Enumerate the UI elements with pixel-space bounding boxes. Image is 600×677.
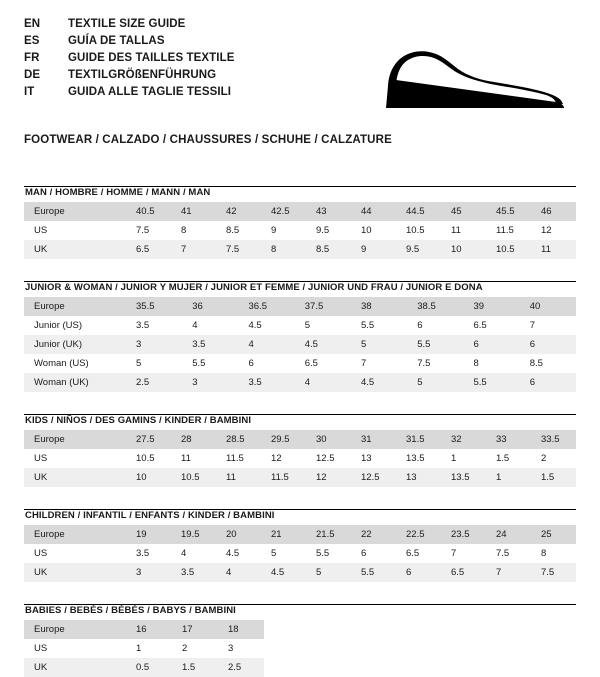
cell: 4.5 — [226, 548, 240, 559]
cell: 21.5 — [306, 525, 351, 544]
cell: 5 — [136, 358, 142, 369]
row-label: Junior (UK) — [24, 335, 126, 354]
cell: 6.5 — [406, 548, 420, 559]
cell: 1 — [451, 453, 457, 464]
section-title: CHILDREN / INFANTIL / ENFANTS / KINDER / BAMBINI — [25, 510, 275, 521]
cell: 0.5 — [126, 658, 172, 677]
page-title: FOOTWEAR / CALZADO / CHAUSSURES / SCHUHE / CALZATURE — [24, 134, 392, 146]
cell: 6 — [520, 373, 576, 392]
cell: 11 — [216, 468, 261, 487]
cell: 6.5 — [126, 240, 171, 259]
language-row — [24, 67, 235, 84]
cell: 31 — [351, 430, 396, 449]
section-kids — [24, 414, 576, 487]
size-table-babies — [24, 620, 264, 677]
cell: 4 — [295, 373, 351, 392]
cell: 2 — [541, 453, 547, 464]
cell: 4.5 — [351, 373, 407, 392]
table-row — [24, 240, 576, 259]
row-label: UK — [24, 658, 126, 677]
cell: 5.5 — [464, 373, 520, 392]
table-row — [24, 202, 576, 221]
row-label: Woman (US) — [34, 358, 89, 369]
cell: 8 — [181, 225, 187, 236]
cell: 5 — [351, 335, 407, 354]
cell: 6 — [396, 563, 441, 582]
language-code: DE — [24, 69, 41, 81]
cell: 40 — [520, 297, 576, 316]
language-code: FR — [24, 52, 40, 64]
cell: 5 — [306, 563, 351, 582]
language-title-list — [24, 16, 235, 101]
cell: 1 — [486, 468, 531, 487]
row-label: US — [34, 225, 48, 236]
cell: 13.5 — [406, 453, 425, 464]
cell: 7.5 — [496, 548, 510, 559]
cell: 10 — [126, 468, 171, 487]
cell: 3.5 — [136, 548, 150, 559]
size-table-man — [24, 202, 576, 259]
cell: 42 — [216, 202, 261, 221]
table-row — [24, 297, 576, 316]
cell: 4 — [192, 320, 198, 331]
section-title: BABIES / BEBÉS / BÉBÉS / BABYS / BAMBINI — [25, 605, 236, 616]
cell: 22 — [351, 525, 396, 544]
cell: 36.5 — [239, 297, 295, 316]
cell: 3.5 — [136, 320, 150, 331]
cell: 32 — [441, 430, 486, 449]
language-title: GUÍA DE TALLAS — [68, 35, 165, 47]
cell: 8.5 — [226, 225, 240, 236]
language-title: GUIDA ALLE TAGLIE TESSILI — [68, 86, 232, 98]
dress-shoe-icon — [380, 30, 570, 120]
table-row — [24, 658, 264, 677]
section-children — [24, 509, 576, 582]
cell: 2.5 — [218, 658, 264, 677]
cell: 9.5 — [396, 240, 441, 259]
cell: 10.5 — [486, 240, 531, 259]
cell: 33 — [486, 430, 531, 449]
language-title: GUIDE DES TAILLES TEXTILE — [68, 52, 235, 64]
table-row — [24, 430, 576, 449]
cell: 10.5 — [171, 468, 216, 487]
row-label: Junior (US) — [34, 320, 83, 331]
cell: 20 — [216, 525, 261, 544]
cell: 8 — [261, 240, 306, 259]
cell: 11.5 — [496, 225, 514, 236]
table-row — [24, 354, 576, 373]
cell: 44 — [351, 202, 396, 221]
table-row — [24, 449, 576, 468]
row-label: UK — [24, 468, 126, 487]
cell: 4 — [216, 563, 261, 582]
cell: 8.5 — [529, 358, 543, 369]
cell: 12 — [541, 225, 552, 236]
row-label: Europe — [24, 430, 126, 449]
cell: 5.5 — [361, 320, 375, 331]
cell: 24 — [486, 525, 531, 544]
cell: 29.5 — [261, 430, 306, 449]
cell: 37.5 — [295, 297, 351, 316]
cell: 17 — [172, 620, 218, 639]
language-code: ES — [24, 35, 40, 47]
row-label: US — [34, 548, 48, 559]
cell: 9.5 — [316, 225, 330, 236]
cell: 5.5 — [192, 358, 206, 369]
cell: 3.5 — [171, 563, 216, 582]
cell: 41 — [171, 202, 216, 221]
cell: 4 — [181, 548, 187, 559]
language-row — [24, 84, 235, 101]
cell: 7.5 — [136, 225, 150, 236]
cell: 13 — [396, 468, 441, 487]
section-junior-woman — [24, 281, 576, 392]
size-table-kids — [24, 430, 576, 487]
row-label: Europe — [24, 525, 126, 544]
cell: 10.5 — [136, 453, 155, 464]
cell: 11 — [451, 225, 461, 236]
cell: 10.5 — [406, 225, 425, 236]
language-code: EN — [24, 18, 41, 30]
cell: 12 — [306, 468, 351, 487]
cell: 10 — [441, 240, 486, 259]
table-row — [24, 335, 576, 354]
row-label: US — [34, 643, 48, 654]
cell: 6 — [464, 335, 520, 354]
cell: 33.5 — [531, 430, 576, 449]
cell: 7 — [486, 563, 531, 582]
cell: 10 — [361, 225, 372, 236]
cell: 3 — [182, 373, 238, 392]
cell: 1.5 — [172, 658, 218, 677]
cell: 38.5 — [407, 297, 463, 316]
cell: 6 — [248, 358, 254, 369]
cell: 7.5 — [531, 563, 576, 582]
table-row — [24, 373, 576, 392]
cell: 13.5 — [441, 468, 486, 487]
table-row — [24, 544, 576, 563]
cell: 5.5 — [407, 335, 463, 354]
cell: 1.5 — [531, 468, 576, 487]
cell: 6 — [361, 548, 367, 559]
language-code: IT — [24, 86, 35, 98]
cell: 7.5 — [216, 240, 261, 259]
cell: 12 — [271, 453, 282, 464]
cell: 22.5 — [396, 525, 441, 544]
cell: 3 — [228, 643, 234, 654]
cell: 19 — [126, 525, 171, 544]
cell: 21 — [261, 525, 306, 544]
language-title: TEXTILE SIZE GUIDE — [68, 18, 186, 30]
page-header — [24, 16, 576, 120]
cell: 6.5 — [304, 358, 318, 369]
cell: 43 — [306, 202, 351, 221]
cell: 12.5 — [351, 468, 396, 487]
cell: 1.5 — [496, 453, 510, 464]
language-row — [24, 33, 235, 50]
cell: 36 — [182, 297, 238, 316]
cell: 8.5 — [306, 240, 351, 259]
cell: 13 — [361, 453, 372, 464]
table-row — [24, 563, 576, 582]
cell: 40.5 — [126, 202, 171, 221]
language-row — [24, 16, 235, 33]
cell: 11.5 — [226, 453, 244, 464]
row-label: UK — [24, 240, 126, 259]
row-label: Europe — [24, 297, 126, 316]
cell: 7 — [171, 240, 216, 259]
cell: 31.5 — [396, 430, 441, 449]
cell: 23.5 — [441, 525, 486, 544]
cell: 44.5 — [396, 202, 441, 221]
cell: 5 — [407, 373, 463, 392]
row-label: US — [34, 453, 48, 464]
cell: 2.5 — [126, 373, 182, 392]
cell: 3.5 — [182, 335, 238, 354]
cell: 35.5 — [126, 297, 182, 316]
cell: 30 — [306, 430, 351, 449]
cell: 7 — [451, 548, 457, 559]
table-row — [24, 316, 576, 335]
cell: 3.5 — [239, 373, 295, 392]
language-title: TEXTILGRÖßENFÜHRUNG — [68, 69, 217, 81]
cell: 4.5 — [295, 335, 351, 354]
table-row — [24, 639, 264, 658]
table-row — [24, 221, 576, 240]
row-label: Europe — [24, 202, 126, 221]
cell: 8 — [541, 548, 547, 559]
cell: 1 — [136, 643, 142, 654]
cell: 25 — [531, 525, 576, 544]
section-title: MAN / HOMBRE / HOMME / MANN / MAN — [25, 187, 211, 198]
cell: 11 — [531, 240, 576, 259]
cell: 28 — [171, 430, 216, 449]
cell: 6 — [417, 320, 423, 331]
cell: 46 — [531, 202, 576, 221]
cell: 27.5 — [126, 430, 171, 449]
cell: 2 — [182, 643, 188, 654]
cell: 7 — [361, 358, 367, 369]
cell: 16 — [126, 620, 172, 639]
section-title: JUNIOR & WOMAN / JUNIOR Y MUJER / JUNIOR ET FEMME / JUNIOR UND FRAU / JUNIOR E DONA — [25, 282, 483, 293]
cell: 7.5 — [417, 358, 431, 369]
cell: 4.5 — [261, 563, 306, 582]
table-row — [24, 525, 576, 544]
row-label: Woman (UK) — [24, 373, 126, 392]
table-row — [24, 620, 264, 639]
cell: 5.5 — [351, 563, 396, 582]
size-table-junior-woman — [24, 297, 576, 392]
section-babies — [24, 604, 576, 677]
section-title: KIDS / NIÑOS / DES GAMINS / KINDER / BAMBINI — [25, 415, 252, 426]
size-table-children — [24, 525, 576, 582]
cell: 5 — [304, 320, 311, 331]
cell: 3 — [126, 335, 182, 354]
row-label: UK — [24, 563, 126, 582]
cell: 5.5 — [316, 548, 330, 559]
cell: 8 — [473, 358, 479, 369]
cell: 19.5 — [171, 525, 216, 544]
cell: 5 — [271, 548, 277, 559]
cell: 45.5 — [486, 202, 531, 221]
cell: 12.5 — [316, 453, 335, 464]
language-row — [24, 50, 235, 67]
section-man — [24, 186, 576, 259]
cell: 39 — [464, 297, 520, 316]
cell: 9 — [271, 225, 277, 236]
row-label: Europe — [24, 620, 126, 639]
cell: 38 — [351, 297, 407, 316]
cell: 18 — [218, 620, 264, 639]
cell: 4 — [239, 335, 295, 354]
cell: 9 — [351, 240, 396, 259]
cell: 7 — [529, 320, 536, 331]
cell: 6 — [520, 335, 576, 354]
cell: 6.5 — [473, 320, 487, 331]
cell: 45 — [441, 202, 486, 221]
cell: 42.5 — [261, 202, 306, 221]
cell: 11 — [181, 453, 191, 464]
cell: 11.5 — [261, 468, 306, 487]
cell: 28.5 — [216, 430, 261, 449]
table-row — [24, 468, 576, 487]
cell: 4.5 — [248, 320, 262, 331]
cell: 6.5 — [441, 563, 486, 582]
cell: 3 — [126, 563, 171, 582]
